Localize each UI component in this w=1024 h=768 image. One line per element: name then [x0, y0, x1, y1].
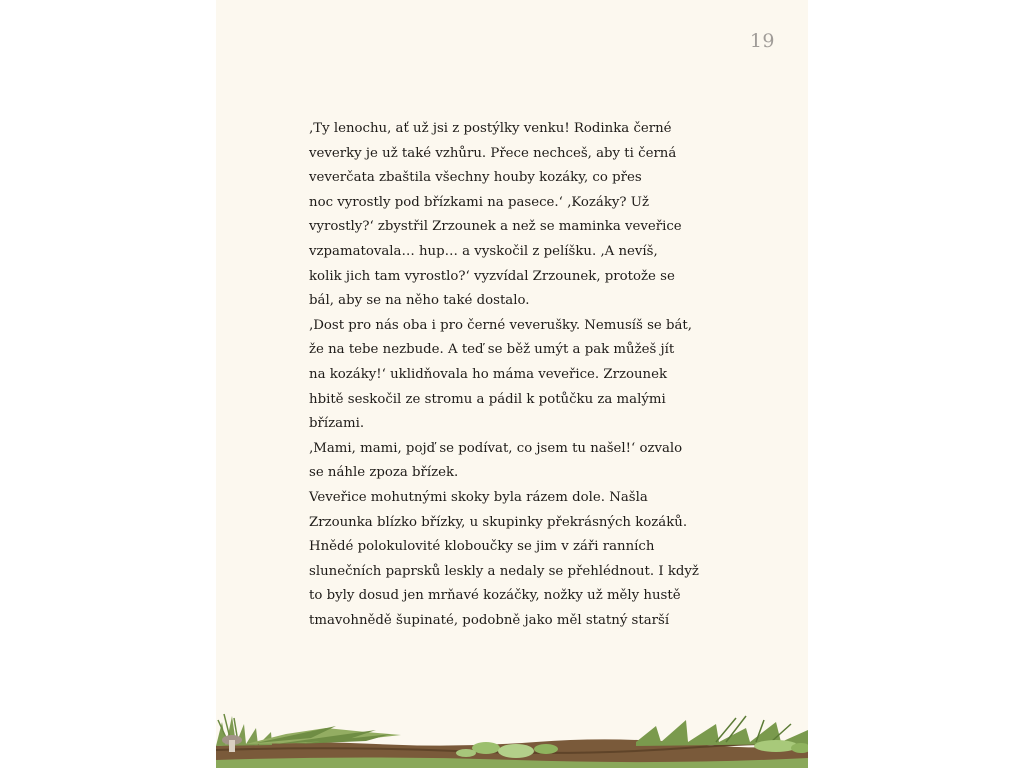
text-line: břízami. [309, 416, 365, 432]
text-line: hbitě seskočil ze stromu a pádil k potůčku za malými [309, 391, 666, 407]
forest-floor-illustration [216, 698, 808, 768]
text-line: na kozáky!‘ uklidňovala ho máma veveřice. Zrzounek [309, 366, 668, 382]
text-line: veverčata zbaštila všechny houby kozáky, co přes [309, 170, 642, 186]
text-line: ‚Ty lenochu, ať už jsi z postýlky venku! Rodinka černé [309, 121, 672, 136]
text-line: že na tebe nezbude. A teď se běž umýt a pak můžeš jít [309, 342, 675, 358]
text-line: Veveřice mohutnými skoky byla rázem dole. Našla [309, 489, 648, 505]
text-line: veverky je už také vzhůru. Přece nechceš, aby ti černá [309, 145, 677, 161]
text-line: vyrostly?‘ zbystřil Zrzounek a než se maminka veveřice [309, 219, 682, 235]
text-line: bál, aby se na něho také dostalo. [309, 293, 530, 309]
text-line: ‚Mami, mami, pojď se podívat, co jsem tu našel!‘ ozvalo [309, 440, 683, 456]
text-line: noc vyrostly pod břízkami na pasece.‘ ‚Kozáky? Už [309, 194, 649, 210]
text-line: to byly dosud jen mrňavé kozáčky, nožky už měly hustě [309, 588, 681, 604]
text-line: kolik jich tam vyrostlo?‘ vyzvídal Zrzounek, protože se [309, 268, 675, 284]
text-line: Hnědé polokulovité kloboučky se jim v záři ranních [309, 539, 655, 555]
text-line: ‚Dost pro nás oba i pro černé veverušky. Nemusíš se bát, [309, 317, 693, 333]
text-line: se náhle zpoza břízek. [309, 465, 459, 481]
text-line: slunečních paprsků leskly a nedaly se přehlédnout. I když [309, 563, 699, 579]
body-text [309, 117, 749, 633]
text-line: tmavohnědě šupinaté, podobně jako měl statný starší [309, 612, 670, 628]
text-line: Zrzounka blízko břízky, u skupinky překrásných kozáků. [309, 514, 688, 530]
text-line: vzpamatovala… hup… a vyskočil z pelíšku. ‚A nevíš, [309, 243, 658, 259]
page-number: 19 [749, 30, 775, 52]
book-page [216, 0, 808, 768]
